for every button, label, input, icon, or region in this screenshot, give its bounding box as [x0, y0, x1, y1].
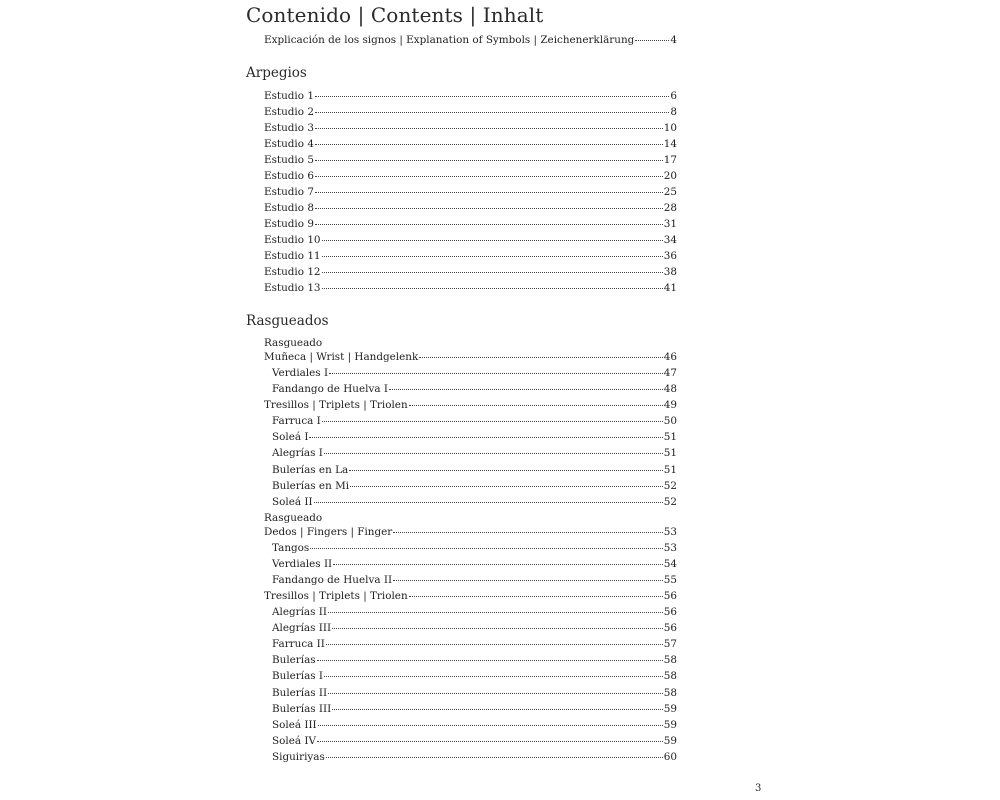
entry-label: Estudio 2 — [264, 106, 314, 118]
page-title — [246, 3, 543, 27]
entry-page: 38 — [663, 266, 677, 278]
leader-dots — [328, 612, 663, 613]
entry-label: Soleá IV — [272, 734, 316, 747]
entry-page: 58 — [663, 654, 677, 667]
entry-label: Bulerías — [272, 654, 316, 667]
entry-label: Estudio 13 — [264, 282, 321, 294]
leader-dots — [314, 502, 663, 503]
leader-dots — [350, 486, 663, 487]
leader-dots — [324, 453, 663, 454]
toc-entry[interactable] — [272, 703, 677, 715]
entry-label: Soleá II — [272, 496, 313, 508]
toc-entry[interactable] — [272, 751, 677, 763]
page-number: 3 — [755, 783, 762, 794]
entry-label: Dedos | Fingers | Finger — [264, 526, 393, 538]
leader-dots — [315, 96, 669, 97]
leader-dots — [322, 240, 663, 241]
entry-page: 57 — [663, 638, 677, 651]
entry-page: 52 — [663, 479, 677, 492]
toc-entry[interactable] — [272, 638, 677, 650]
toc-entry[interactable] — [264, 154, 677, 166]
toc-entry[interactable] — [264, 234, 677, 246]
toc-entry[interactable] — [272, 431, 677, 443]
toc-entry[interactable] — [264, 186, 677, 198]
leader-dots — [333, 564, 663, 565]
leader-dots — [310, 548, 663, 549]
leader-dots — [409, 596, 663, 597]
entry-label: Estudio 11 — [264, 250, 321, 262]
leader-dots — [393, 580, 663, 581]
entry-page: 17 — [663, 154, 677, 166]
entry-label: Muñeca | Wrist | Handgelenk — [264, 351, 419, 363]
entry-page: 53 — [663, 526, 677, 538]
leader-dots — [315, 224, 663, 225]
entry-label: Alegrías III — [272, 622, 332, 635]
toc-entry[interactable] — [272, 415, 677, 427]
entry-page: 4 — [670, 34, 677, 46]
leader-dots — [419, 357, 662, 358]
entry-label: Bulerías en La — [272, 463, 349, 476]
leader-dots — [389, 389, 663, 390]
toc-entry[interactable] — [272, 496, 677, 508]
leader-dots — [322, 256, 663, 257]
entry-label: Alegrías I — [272, 447, 323, 460]
entry-label: Verdiales I — [272, 367, 329, 379]
toc-entry[interactable] — [272, 367, 677, 379]
toc-entry[interactable] — [264, 106, 677, 118]
leader-dots — [322, 421, 663, 422]
entry-page: 46 — [663, 351, 677, 363]
entry-page: 59 — [663, 702, 677, 715]
entry-label: Estudio 10 — [264, 234, 321, 246]
leader-dots — [315, 112, 669, 113]
leader-dots — [349, 470, 663, 471]
group-label-rasgueado: Rasgueado — [264, 512, 323, 524]
toc-entry[interactable] — [264, 250, 677, 262]
toc-entry-dedos[interactable] — [264, 526, 677, 538]
entry-page: 58 — [663, 686, 677, 699]
leader-dots — [329, 373, 663, 374]
leader-dots — [328, 693, 663, 694]
entry-label: Verdiales II — [272, 558, 333, 570]
toc-entry[interactable] — [272, 622, 677, 634]
title-separator: | — [469, 3, 477, 27]
title-separator: | — [357, 3, 365, 27]
entry-page: 56 — [663, 622, 677, 635]
entry-label: Bulerías en Mi — [272, 479, 350, 492]
entry-page: 51 — [663, 431, 677, 444]
leader-dots — [315, 208, 663, 209]
entry-label: Soleá III — [272, 718, 317, 731]
leader-dots — [322, 272, 663, 273]
entry-label: Bulerías I — [272, 670, 324, 683]
entry-label: Estudio 1 — [264, 90, 314, 102]
entry-page: 54 — [663, 558, 677, 570]
toc-entry[interactable] — [272, 606, 677, 618]
leader-dots — [635, 40, 669, 41]
entry-page: 6 — [670, 90, 677, 102]
toc-entry[interactable] — [272, 735, 677, 747]
entry-label: Tresillos | Triplets | Triolen — [264, 399, 408, 411]
toc-entry-tresillos[interactable] — [264, 399, 677, 411]
entry-page: 28 — [663, 202, 677, 214]
section-heading-rasgueados: Rasgueados — [246, 313, 329, 329]
entry-label: Soleá I — [272, 431, 309, 444]
entry-label: Explicación de los signos | Explanation of Symbols | Zeichenerklärung — [264, 34, 635, 46]
toc-entry[interactable] — [272, 480, 677, 492]
entry-page: 58 — [663, 670, 677, 683]
toc-entry[interactable] — [272, 574, 677, 586]
entry-label: Fandango de Huelva I — [272, 383, 388, 395]
leader-dots — [326, 757, 663, 758]
leader-dots — [315, 144, 663, 145]
toc-entry[interactable] — [264, 266, 677, 278]
leader-dots — [332, 709, 663, 710]
entry-label: Estudio 12 — [264, 266, 321, 278]
entry-label: Estudio 8 — [264, 202, 314, 214]
entry-label: Estudio 4 — [264, 138, 314, 150]
title-spanish: Contenido — [246, 3, 352, 27]
entry-page: 34 — [663, 234, 677, 246]
entry-label: Fandango de Huelva II — [272, 574, 393, 586]
toc-entry[interactable] — [272, 383, 677, 395]
entry-page: 51 — [663, 447, 677, 460]
toc-entry[interactable] — [272, 654, 677, 666]
entry-page: 51 — [663, 463, 677, 476]
entry-label: Farruca I — [272, 415, 321, 427]
group-label-rasgueado: Rasgueado — [264, 337, 323, 349]
leader-dots — [317, 660, 663, 661]
toc-entry[interactable] — [264, 90, 677, 102]
section-heading-arpegios: Arpegios — [246, 65, 307, 81]
entry-page: 55 — [663, 574, 677, 586]
entry-page: 49 — [663, 399, 677, 411]
entry-page: 59 — [663, 718, 677, 731]
entry-page: 14 — [663, 138, 677, 150]
entry-page: 52 — [663, 496, 677, 508]
toc-entry-muneca[interactable] — [264, 351, 677, 363]
leader-dots — [317, 741, 663, 742]
entry-page: 60 — [663, 750, 677, 763]
entry-page: 8 — [670, 106, 677, 118]
toc-entry[interactable] — [272, 542, 677, 554]
toc-entry[interactable] — [264, 122, 677, 134]
toc-entry[interactable] — [264, 218, 677, 230]
leader-dots — [315, 160, 663, 161]
entry-page: 41 — [663, 282, 677, 294]
toc-entry[interactable] — [264, 202, 677, 214]
toc-entry-symbols[interactable] — [264, 34, 677, 46]
toc-entry[interactable] — [264, 282, 677, 294]
toc-entry[interactable] — [264, 170, 677, 182]
entry-label: Alegrías II — [272, 606, 327, 618]
toc-entry[interactable] — [272, 687, 677, 699]
entry-label: Tresillos | Triplets | Triolen — [264, 590, 408, 602]
leader-dots — [315, 128, 663, 129]
entry-page: 56 — [663, 606, 677, 618]
entry-label: Bulerías II — [272, 686, 328, 699]
toc-entry[interactable] — [272, 670, 677, 682]
leader-dots — [393, 532, 663, 533]
leader-dots — [315, 176, 663, 177]
entry-label: Bulerías III — [272, 702, 332, 715]
entry-label: Estudio 5 — [264, 154, 314, 166]
entry-page: 56 — [663, 590, 677, 602]
entry-page: 59 — [663, 734, 677, 747]
toc-entry[interactable] — [272, 464, 677, 476]
leader-dots — [409, 405, 663, 406]
entry-label: Tangos — [272, 542, 310, 554]
entry-page: 50 — [663, 415, 677, 427]
entry-page: 48 — [663, 383, 677, 395]
entry-label: Siguiriyas — [272, 750, 325, 763]
entry-page: 31 — [663, 218, 677, 230]
toc-entry[interactable] — [272, 447, 677, 459]
toc-entry[interactable] — [272, 719, 677, 731]
entry-label: Estudio 7 — [264, 186, 314, 198]
entry-page: 10 — [663, 122, 677, 134]
toc-entry[interactable] — [264, 138, 677, 150]
entry-label: Estudio 9 — [264, 218, 314, 230]
leader-dots — [332, 628, 663, 629]
leader-dots — [322, 288, 663, 289]
entry-page: 36 — [663, 250, 677, 262]
entry-page: 25 — [663, 186, 677, 198]
leader-dots — [309, 437, 662, 438]
leader-dots — [324, 676, 663, 677]
entry-label: Estudio 6 — [264, 170, 314, 182]
entry-page: 53 — [663, 542, 677, 554]
entry-page: 20 — [663, 170, 677, 182]
toc-entry[interactable] — [272, 558, 677, 570]
entry-label: Farruca II — [272, 638, 325, 651]
leader-dots — [318, 725, 663, 726]
title-english: Contents — [370, 3, 463, 27]
leader-dots — [315, 192, 663, 193]
entry-label: Estudio 3 — [264, 122, 314, 134]
title-german: Inhalt — [482, 3, 544, 27]
toc-entry-tresillos[interactable] — [264, 590, 677, 602]
leader-dots — [326, 644, 663, 645]
entry-page: 47 — [663, 367, 677, 379]
